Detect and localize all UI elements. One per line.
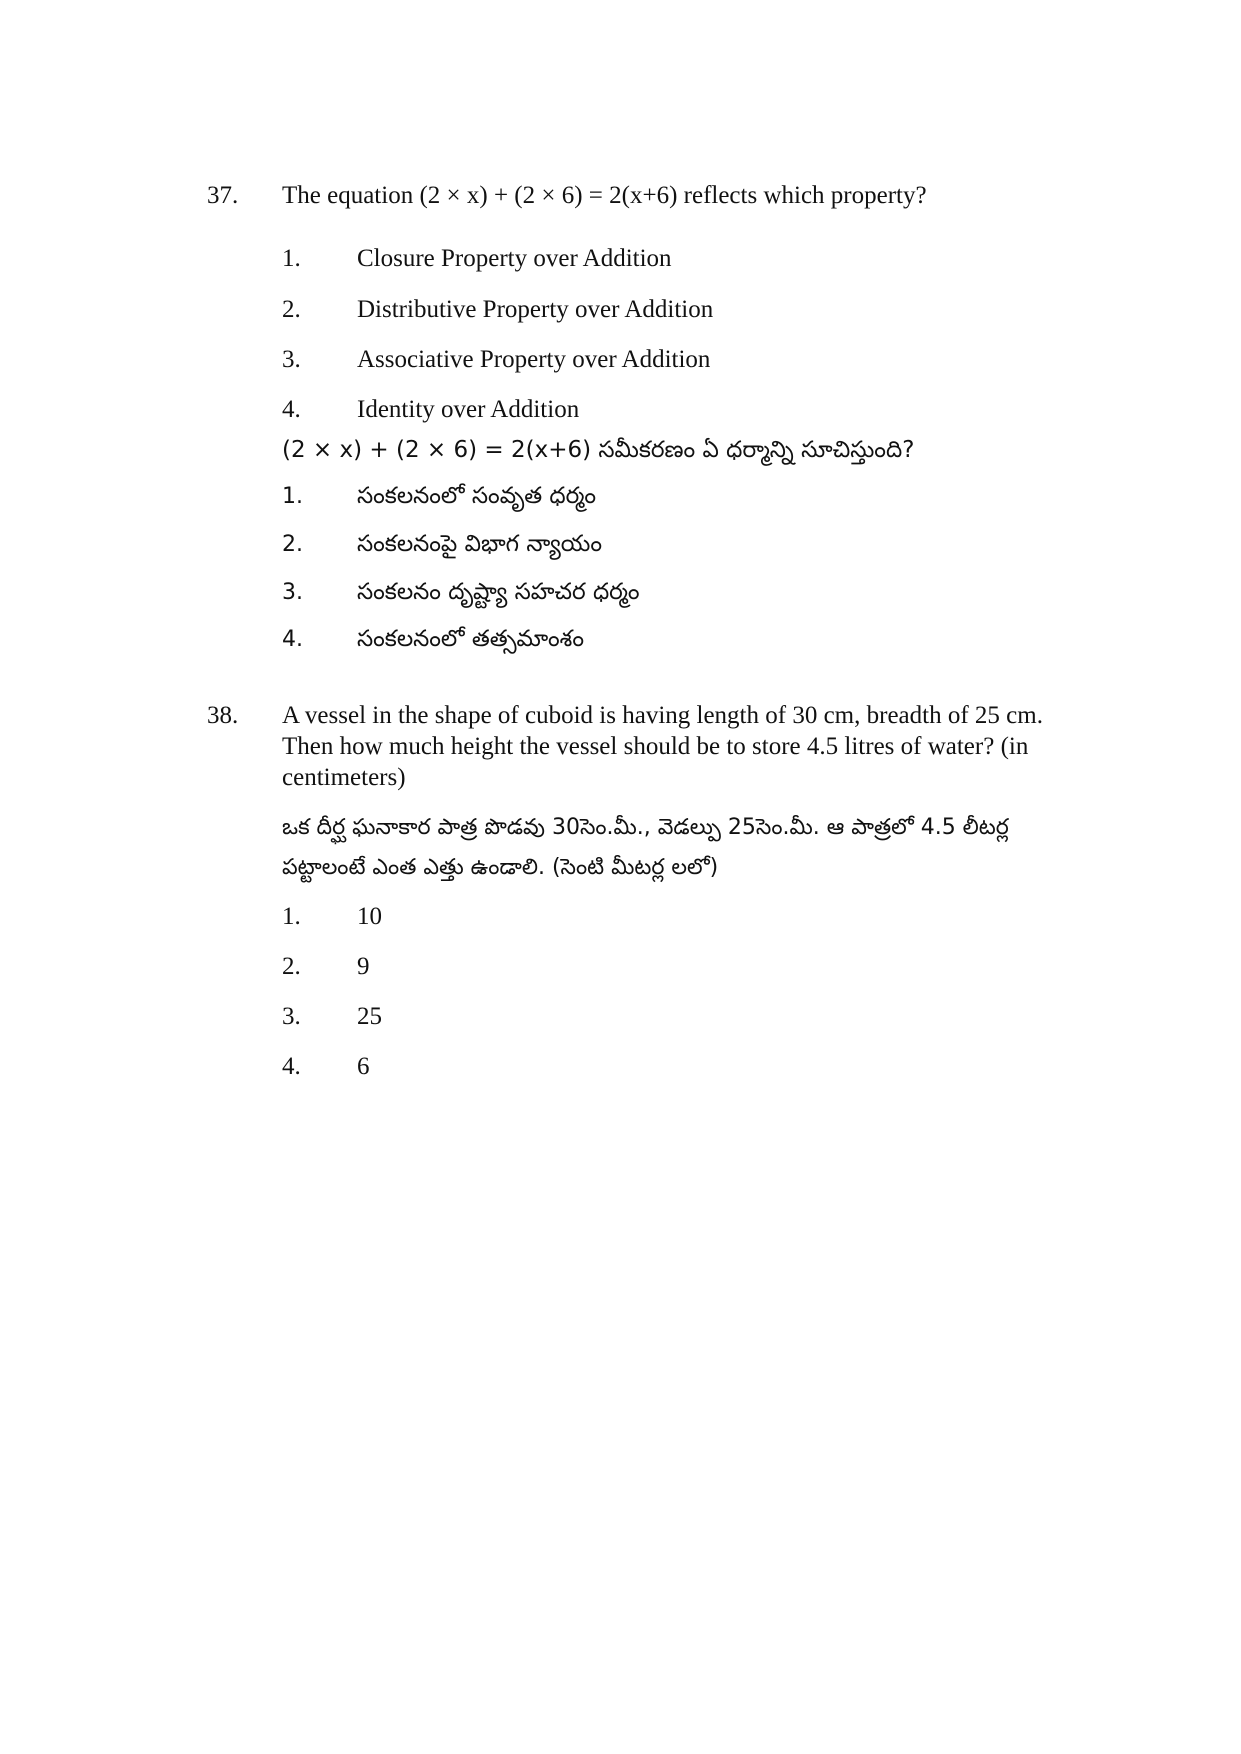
option-number: 2. bbox=[282, 296, 301, 323]
option-number: 3. bbox=[282, 346, 301, 373]
question-38-option-2[interactable] bbox=[282, 950, 370, 984]
question-38-text-en: A vessel in the shape of cuboid is having length of 30 cm, breadth of 25 cm. Then how much height the vessel should be to store 4.5 litres of water? (in centimeters) bbox=[282, 702, 1043, 791]
question-38-option-3[interactable] bbox=[282, 1000, 382, 1034]
question-37-option-3-te[interactable] bbox=[282, 575, 640, 609]
option-text: సంకలనంలో తత్సమాంశం bbox=[357, 626, 584, 652]
option-text: Distributive Property over Addition bbox=[357, 296, 714, 323]
option-text: 6 bbox=[357, 1053, 370, 1080]
option-text: సంకలనంలో సంవృత ధర్మం bbox=[357, 483, 597, 509]
option-text: Associative Property over Addition bbox=[357, 346, 711, 373]
question-38-option-1[interactable] bbox=[282, 900, 382, 934]
option-number: 4. bbox=[282, 1053, 301, 1080]
option-text: సంకలనంపై విభాగ న్యాయం bbox=[357, 531, 602, 557]
option-text: సంకలనం దృష్ట్యా సహచర ధర్మం bbox=[357, 579, 640, 605]
question-37-option-3-en[interactable] bbox=[282, 343, 710, 377]
option-number: 1. bbox=[282, 903, 301, 930]
question-37-text-en: The equation (2 × x) + (2 × 6) = 2(x+6) reflects which property? bbox=[282, 182, 927, 209]
option-text: 25 bbox=[357, 1003, 382, 1030]
option-text: 9 bbox=[357, 953, 370, 980]
option-number: 1. bbox=[282, 245, 301, 272]
option-number: 3. bbox=[282, 580, 303, 605]
question-37-option-1-en[interactable] bbox=[282, 242, 672, 276]
option-number: 4. bbox=[282, 396, 301, 423]
question-38-number: 38. bbox=[207, 702, 239, 729]
question-38-option-4[interactable] bbox=[282, 1050, 370, 1084]
option-text: 10 bbox=[357, 903, 382, 930]
option-text: Closure Property over Addition bbox=[357, 245, 672, 272]
option-number: 4. bbox=[282, 627, 303, 652]
question-38-text-te: ఒక దీర్ఘ ఘనాకార పాత్ర పొడవు 30సెం.మీ., వెడల్పు 25సెం.మీ. ఆ పాత్రలో 4.5 లీటర్ల పట్టాలంటే ఎంత ఎత్తు ఉండాలి. (సెంటి మీటర్ల లలో) bbox=[282, 815, 1009, 880]
option-text: Identity over Addition bbox=[357, 396, 580, 423]
question-37-option-1-te[interactable] bbox=[282, 479, 596, 513]
option-number: 2. bbox=[282, 532, 303, 557]
question-37-number: 37. bbox=[207, 182, 239, 209]
option-number: 1. bbox=[282, 484, 303, 509]
option-number: 3. bbox=[282, 1003, 301, 1030]
question-37-text-te: (2 × x) + (2 × 6) = 2(x+6) సమీకరణం ఏ ధర్మాన్ని సూచిస్తుంది? bbox=[282, 437, 915, 463]
question-37-option-4-te[interactable] bbox=[282, 622, 584, 656]
question-37-option-2-te[interactable] bbox=[282, 527, 602, 561]
option-number: 2. bbox=[282, 953, 301, 980]
question-37-option-2-en[interactable] bbox=[282, 293, 713, 327]
question-37-option-4-en[interactable] bbox=[282, 393, 579, 427]
